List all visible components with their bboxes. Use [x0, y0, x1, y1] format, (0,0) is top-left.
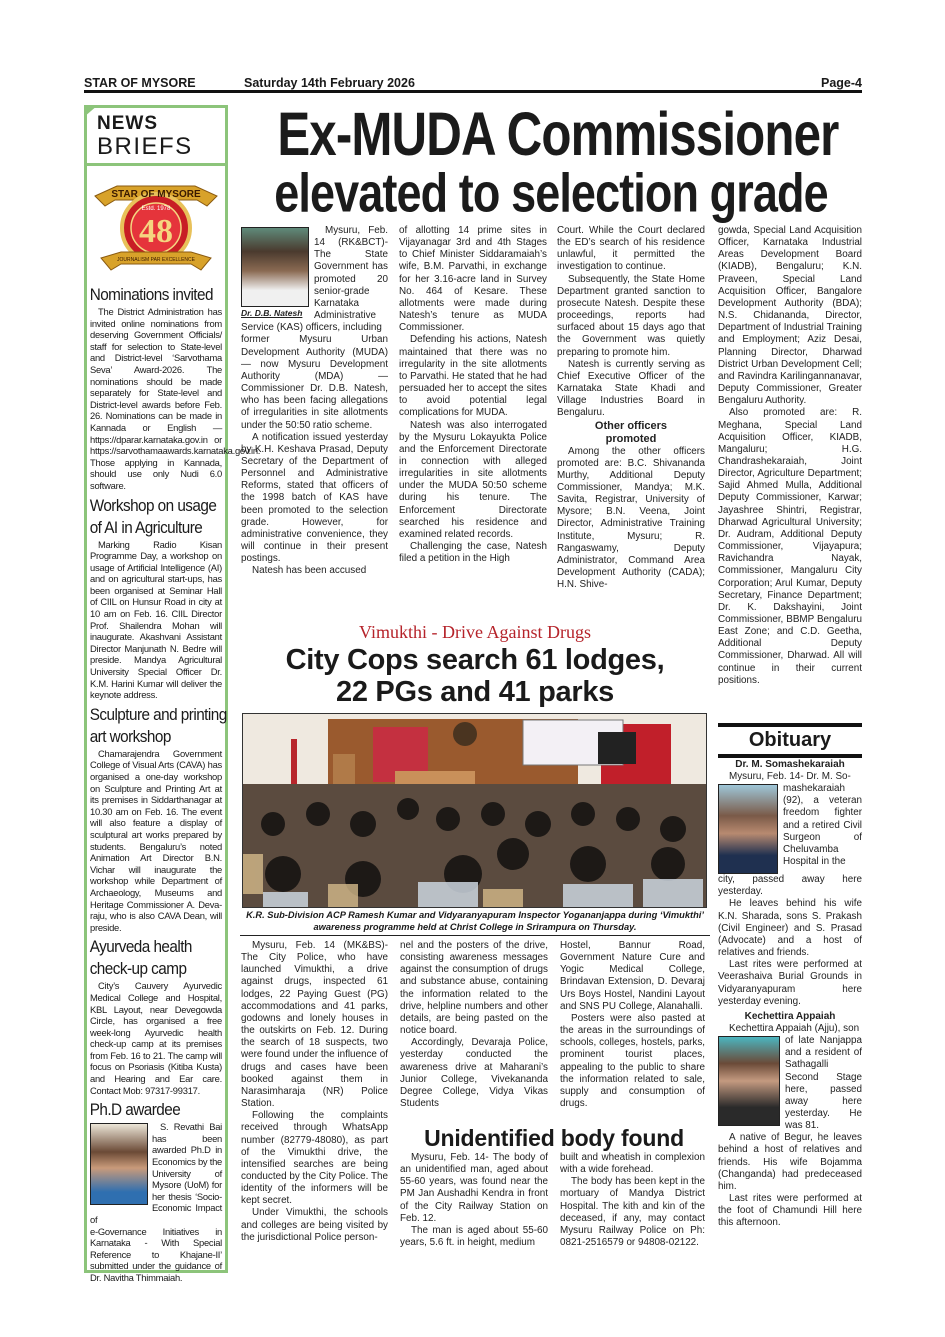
drugs-paragraph: Mysuru, Feb. 14 (MK&BS)- The City Police, who have launched Vimukthi, a drive against drugs, inspected 61 lodges, 22 Paying Guest (PG) accommodations and 41 parks, godowns and lonely houses in the outskirts on Feb. 12. During the search of 18 suspects, two were found under the influence of drugs and cases have been booked against them in Narasimharaja (NR) Police Station. — [241, 940, 388, 1110]
lead-paragraph: Natesh was also interrogated by the Mysuru Lokayukta Police and the Enforcement Directorate in connection with alleged irregularities in site allotments under the MUDA 50:50 scheme during his tenure. The Enforcement Directorate searched his residence and examined related records. — [399, 419, 547, 540]
obituary-name: Kechettira Appaiah — [744, 1010, 836, 1022]
obituary-paragraph: Last rites were performed at the foot of Chamundi Hill here this afternoon. — [718, 1193, 862, 1229]
page-number: Page-4 — [821, 76, 862, 90]
lead-column-1 — [241, 225, 388, 578]
vimukthi-event-photo — [242, 713, 707, 908]
brief-nominations — [87, 284, 261, 492]
lead-paragraph: Defending his actions, Natesh maintained that there was no irregularity in the site allotments to Parvathi. He stated that he had persuaded her to accept the sites to avoid potential legal complications for MUDA. — [399, 334, 547, 419]
obituary-title: Obituary — [718, 723, 862, 758]
drugs-kicker: Vimukthi - Drive Against Drugs — [359, 622, 591, 642]
auditorium-photo-icon — [243, 714, 707, 908]
lead-paragraph: Natesh is currently serving as Chief Executive Officer of the Karnataka State Khadi and Village Industries Board in Bengaluru. — [557, 358, 705, 419]
body-found-headline: Unidentified body found — [424, 1125, 684, 1151]
lead-paragraph: A notification issued yesterday by K.H. Keshava Prasad, Deputy Secretary of the Department of Personnel and Administrative Reforms, stated that officers of the 1998 batch of KAS have been promoted to the selection grade. However, for administrative convenience, they will continue in their present postings. — [241, 431, 388, 565]
natesh-photo-block — [241, 227, 309, 319]
obituary-paragraph: A native of Begur, he leaves behind a host of relatives and friends. His wife Bojamma (Changanda) had predeceased him. — [718, 1132, 862, 1192]
body-found-paragraph: The body has been kept in the mortuary of Mandya District Hospital. The kith and kin of the deceased, if any, may contact Mysuru Railway Police on Ph: 0821-2516579 or 94808-02122. — [560, 1176, 705, 1249]
brief-text-top: S. Revathi Bai has been awarded Ph.D in Economics by the University of Mysore (UoM) for her thesis ‘Socio-Economic Impact of — [90, 1121, 222, 1225]
lead-paragraph: Natesh has been accused — [252, 565, 367, 577]
obituary-wrap: mashekaraiah (92), a veteran freedom fighter and a retired Civil Surgeon of Cheluvamba Hospital in the — [783, 783, 862, 868]
brief-text: Chamarajendra Government College of Visual Arts (CAVA) has organised a one-day workshop on Sculpture and Printing Art at its premises in Siddarthanagar at 10.30 am on Feb. 16. The event will also feature a display of sculptural art works prepared by students. Bengaluru’s noted Animation Art Director B.N. Vichar will inaugurate the workshop while Department of Archaeology, Museums and Heritage Commissioner A. Deva-raju, who is also CAVA Dean, will preside. — [90, 747, 222, 933]
brief-text: City’s Cauvery Ayurvedic Medical College and Hospital, KBL Layout, near Devegowda Circle, has organised a free week-long Ayurvedic health check-up camp at its premises from Feb. 16 to 21. The camp will focus on Psoriasis (Kitiba Kusta) and Hearing and Ear care. Contact Mob: 97317-99317. — [90, 980, 222, 1096]
drugs-headline-line-1: City Cops search 61 lodges, — [285, 644, 665, 676]
revathi-bai-photo — [90, 1123, 148, 1205]
drugs-headline-line-2: 22 PGs and 41 parks — [335, 676, 614, 708]
brief-title: Nominations invited — [89, 285, 213, 304]
brief-text: The District Administration has invited online nominations from deserving Government Officials/ staff for selection to State-level and District-level ‘Sarvothama Seva’ Award-2026. The nominations should be made separately for State-level and District-level awards before Feb. 26. Nominations can be made in Kannada or English — https://dparar.karnataka.gov.in or https://sarvothamaawards.karnataka.gov.in. Those applying in Kannada, should use only Nudi 6.0 software. — [90, 306, 261, 491]
body-found-paragraph: Mysuru, Feb. 14- The body of an unidentified man, aged about 55-60 years, was found near the PM Jan Aushadhi Kendra in front of the City Railway Station on Feb. 12. — [400, 1152, 548, 1224]
logo-estd: Estd. 1978 — [141, 206, 171, 212]
lead-paragraph: of allotting 14 prime sites in Vijayanagar 3rd and 4th Stages to Chief Minister Siddaramaiah’s wife, B.M. Parvathi, in exchange for her 3.16-acre land in Survey No. 464 of Kesare. These allotments were made during Natesh’s tenure as MUDA Commissioner. — [399, 225, 547, 334]
lead-column-2 — [399, 225, 547, 565]
lead-column-4 — [718, 225, 862, 687]
body-found-paragraph: The man is aged about 55-60 years, 5.6 ft. in height, medium — [400, 1224, 548, 1249]
brief-title: Sculpture and printing art workshop — [89, 704, 227, 746]
drugs-paragraph: Under Vimukthi, the schools and colleges are being visited by the jurisdictional Police person- — [241, 1207, 388, 1243]
drugs-paragraph: Following the complaints received through WhatsApp number (82779-48080), as part of the Vimukthi drive, the intensified searches are being conducted by the City Police. The identity of the informers will be kept secret. — [241, 1110, 388, 1207]
drugs-paragraph: nel and the posters of the drive, consisting awareness messages against the consumption of drugs and substance abuse, containing the information related to the drive, helpline numbers and other details, are being pasted on the notice board. — [400, 940, 548, 1037]
obituary-column — [718, 758, 862, 1230]
lead-paragraph: Subsequently, the State Home Department granted sanction to prosecute Natesh. Despite these proceedings, reports had surfaced about 15 days ago that the Government was quietly preparing to promote him. — [557, 273, 705, 358]
lead-paragraph: gowda, Special Land Acquisition Officer, Karnataka Industrial Areas Development Board (KIADB), Bengaluru; K.N. Praveen, Special Land Acquisition Officer, Bangalore Development Authority (BDA); N.S. Chidananda, Director, Department of Industrial Training and Employment; Aziz Desai, Planning Director, Dharwad District Urban Development Cell; and Ravindra Karilingannanavar, Deputy Commissioner, Greater Bengaluru Authority. — [718, 225, 862, 407]
star-of-mysore-48-emblem-icon — [87, 166, 225, 284]
lead-paragraph: Challenging the case, Natesh filed a petition in the High — [399, 541, 547, 565]
drugs-paragraph: Hostel, Bannur Road, Government Nature Cure and Yogic Medical College, Brindavan Extension, D. Devaraj Urs Boys Hostel, Nandini Layout and SNS PU College, Alanahalli. — [560, 940, 705, 1012]
lead-paragraph: Also promoted are: R. Meghana, Special Land Acquisition Officer, KIADB, Mangaluru; H.G. Chandrashekaraiah, Joint Director, Agriculture Department; Sajid Ahmed Mulla, Additional Deputy Commissioner, Karwar; Jayashree Shintri, Registrar, Dharwad Agricultural University; Dr. Audram, Additional Deputy Commissioner, Vijayapura; Ravichandra Nayak, Commissioner, Mangaluru City Corporation; Arul Kumar, Deputy Secretary, Finance Department; Dr. K. Dakshayini, Joint Commissioner, BBMP Bengaluru East Zone; and C.D. Geetha, Additional Deputy Commissioner, Dharwad. All will continue in their current positions. — [718, 407, 862, 686]
brief-text-bottom: e-Governance Initiatives in Karnataka - With Special Reference to Khajane-II’ submitted under the guidance of Dr. Navitha Thimmaiah. — [90, 1225, 222, 1283]
drugs-column-2 — [400, 940, 548, 1110]
paper-name: STAR OF MYSORE — [84, 76, 196, 90]
obituary-name: Dr. M. Somashekaraiah — [735, 759, 845, 770]
news-briefs-panel — [84, 105, 261, 1283]
lead-headline — [240, 98, 862, 224]
news-briefs-header — [87, 108, 225, 166]
lead-paragraph: Mysuru, Feb. 14 (RK&BCT)- The State Government has promoted 20 senior-grade Karnataka Administrative Service (KAS) officers, including — [241, 225, 388, 334]
obituary-lead: Kechettira Appaiah (Ajju), son — [729, 1022, 860, 1034]
anniversary-logo — [87, 166, 225, 284]
corner-flag-icon — [84, 105, 98, 117]
lead-column-3 — [557, 225, 705, 591]
appaiah-photo — [718, 1036, 780, 1126]
brief-title: Ayurveda health check-up camp — [89, 937, 192, 979]
obituary-paragraph: city, passed away here yesterday. — [718, 874, 862, 898]
lead-paragraph: Among the other officers promoted are: B.C. Shivananda Murthy, Additional Deputy Commissioner, Mandya; M.K. Savita, Registrar, University of Mysore; B.N. Veena, Joint Director, Administrative Training Institute, Mysuru; R. Rangaswamy, Deputy Administrator, Command Area Development Authority (CADA); H.N. Shive- — [557, 445, 705, 591]
obituary-wrap: of late Nanjappa and a resident of Sathagalli Second Stage here, passed away here yesterday. He was 81. — [785, 1035, 862, 1132]
masthead — [84, 75, 862, 93]
obituary-entry — [718, 1010, 862, 1230]
natesh-photo — [241, 227, 309, 307]
drugs-paragraph: Accordingly, Devaraja Police, yesterday conducted the awareness drive at Maharani’s Junior College, Vivekananda Degree College, Vidya Vikas Students — [400, 1037, 548, 1110]
body-found-column-1 — [400, 1152, 548, 1249]
news-briefs-title-2: BRIEFS — [97, 133, 193, 160]
brief-phd-awardee — [87, 1099, 225, 1283]
lead-headline-line-2: elevated to selection grade — [274, 162, 828, 224]
drugs-headline — [240, 644, 710, 708]
news-briefs-title-1: NEWS — [97, 113, 158, 134]
obituary-lead: Mysuru, Feb. 14- Dr. M. So- — [729, 771, 851, 782]
brief-text: Marking Radio Kisan Programme Day, a workshop on usage of Artificial Intelligence (AI) and on agricultural start-ups, has been organised at Seminar Hall of CIIL on Hunsur Road in city at 10 am on Feb. 16. CIIL Director Prof. Shailendra Mohan will inaugurate. Akashvani Assistant Director Manjunath N. Bedre will preside. Mandya Agricultural University Special Officer Dr. K.M. Harini Kumar will deliver the keynote address. — [90, 538, 222, 701]
somashekaraiah-photo — [718, 784, 778, 874]
photo-caption: K.R. Sub-Division ACP Ramesh Kumar and Vidyaranyapuram Inspector Yogananjappa during ‘Vimukthi’ awareness programme held at Christ College in Srirampura on Thursday. — [240, 910, 710, 936]
brief-ai-workshop — [87, 495, 225, 701]
lead-paragraph: Court. While the Court declared the ED’s search of his residence unlawful, it permitted the investigation to continue. — [557, 225, 705, 273]
obituary-entry — [718, 758, 862, 1008]
body-found-paragraph: built and wheatish in complexion with a wide forehead. — [560, 1152, 705, 1176]
drugs-column-3 — [560, 940, 705, 1110]
lead-headline-line-1: Ex-MUDA Commissioner — [277, 98, 839, 169]
drugs-paragraph: Posters were also pasted at the areas in the surroundings of schools, colleges, hostels, parks, prominent tourist places, appealing to the public to share the information related to sale, supply and consumption of drugs. — [560, 1012, 705, 1110]
issue-date: Saturday 14th February 2026 — [244, 76, 415, 90]
obituary-paragraph: Last rites were performed at Veerashaiva Burial Grounds in Vidyaranyapuram here yesterday evening. — [718, 959, 862, 1007]
logo-number: 48 — [139, 213, 173, 250]
logo-motto: JOURNALISM PAR EXCELLENCE — [117, 257, 195, 263]
lead-paragraph: former Mysuru Urban Development Authority (MUDA) — now Mysuru Development Authority (MDA) — Commissioner Dr. D.B. Natesh, who has been facing allegations of irregularities in site allotments under the 50:50 ratio scheme. — [241, 334, 388, 431]
drugs-column-1 — [241, 940, 388, 1244]
obituary-paragraph: He leaves behind his wife K.N. Sharada, sons S. Prakash (Civil Engineer) and S. Prasad (Advocate) and a host of relatives and friends. — [718, 898, 862, 959]
body-found-column-2 — [560, 1152, 705, 1249]
logo-name: STAR OF MYSORE — [111, 189, 201, 200]
brief-sculpture-workshop — [87, 704, 225, 934]
brief-title: Ph.D awardee — [89, 1100, 181, 1120]
lead-subhead: Other officers promoted — [594, 419, 668, 445]
brief-title: Workshop on usage of AI in Agriculture — [89, 495, 217, 537]
brief-ayurveda-camp — [87, 936, 225, 1096]
natesh-photo-caption: Dr. D.B. Natesh — [241, 308, 303, 318]
